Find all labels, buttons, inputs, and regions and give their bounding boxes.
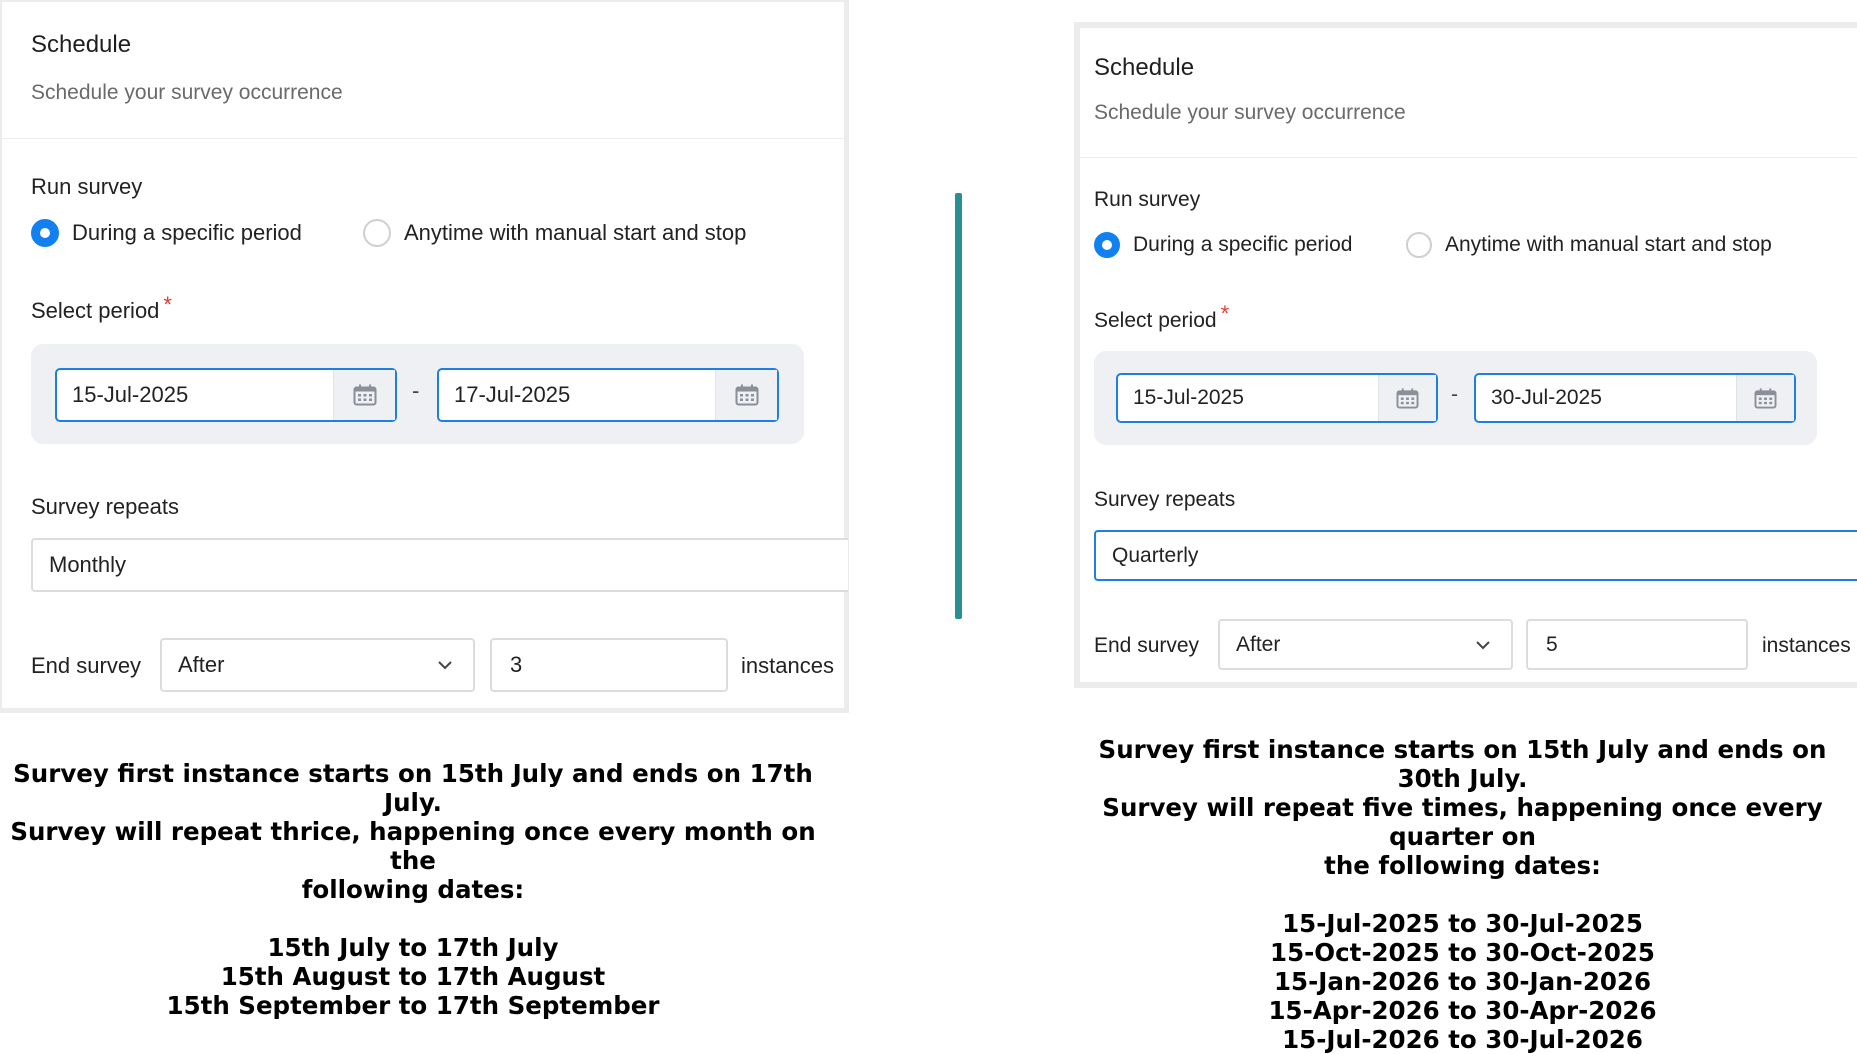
calendar-icon[interactable] (333, 370, 395, 420)
caption-line: Survey will repeat five times, happening once every quarter on (1102, 793, 1823, 851)
schedule-panel-monthly (0, 0, 849, 713)
radio-manual-start-stop[interactable] (1406, 232, 1772, 258)
end-date-value: 17-Jul-2025 (454, 382, 571, 407)
radio-manual-label: Anytime with manual start and stop (404, 220, 747, 245)
select-period-label (31, 292, 172, 324)
schedule-header (2, 2, 844, 139)
caption-date-range: 15-Apr-2026 to 30-Apr-2026 (1268, 996, 1657, 1025)
radio-specific-label: During a specific period (72, 220, 302, 245)
survey-repeats-label: Survey repeats (1094, 488, 1236, 511)
caption-line: Survey first instance starts on 15th July and ends on 30th July. (1098, 735, 1827, 793)
period-picker (31, 344, 804, 444)
end-mode-dropdown[interactable] (1218, 619, 1513, 670)
calendar-icon[interactable] (1736, 375, 1794, 421)
repeat-select[interactable] (1094, 530, 1857, 581)
run-survey-label: Run survey (31, 174, 143, 199)
vertical-divider (955, 193, 962, 619)
caption-quarterly (1068, 735, 1857, 1054)
caption-date-range: 15-Oct-2025 to 30-Oct-2025 (1270, 938, 1655, 967)
radio-selected-icon (31, 219, 59, 247)
instances-input[interactable] (490, 638, 728, 692)
caption-line: following dates: (301, 875, 525, 904)
page-subtitle: Schedule your survey occurrence (1094, 101, 1406, 124)
schedule-panel-quarterly (1074, 22, 1857, 688)
calendar-icon[interactable] (1378, 375, 1436, 421)
caption-monthly (8, 759, 818, 1020)
end-mode-value: After (178, 652, 225, 677)
caption-date-range: 15-Jul-2026 to 30-Jul-2026 (1282, 1025, 1643, 1054)
instances-value: 5 (1546, 632, 1558, 656)
radio-manual-label: Anytime with manual start and stop (1445, 233, 1772, 256)
end-survey-label: End survey (31, 653, 142, 678)
caption-date-range: 15-Jan-2026 to 30-Jan-2026 (1273, 967, 1652, 996)
date-separator: - (412, 378, 420, 403)
start-date-value: 15-Jul-2025 (1133, 386, 1244, 409)
start-date-field[interactable] (55, 368, 397, 422)
instances-label: instances (1762, 634, 1851, 657)
caption-line: Survey first instance starts on 15th July and ends on 17th July. (13, 759, 813, 817)
page-title: Schedule (1094, 54, 1195, 81)
caption-date-range: 15th September to 17th September (166, 991, 660, 1020)
radio-unselected-icon (363, 219, 391, 247)
end-date-value: 30-Jul-2025 (1491, 386, 1602, 409)
repeat-select[interactable] (31, 538, 848, 592)
caption-date-range: 15-Jul-2025 to 30-Jul-2025 (1282, 909, 1643, 938)
select-period-label (1094, 301, 1230, 333)
end-date-field[interactable] (1474, 373, 1796, 423)
schedule-header (1080, 28, 1857, 158)
required-mark: * (1220, 301, 1230, 326)
radio-specific-label: During a specific period (1133, 233, 1353, 256)
calendar-icon[interactable] (715, 370, 777, 420)
repeat-value: Quarterly (1112, 543, 1199, 567)
page-subtitle: Schedule your survey occurrence (31, 81, 343, 104)
run-survey-label: Run survey (1094, 188, 1201, 211)
instances-value: 3 (510, 652, 523, 677)
instances-label: instances (741, 653, 834, 678)
end-mode-value: After (1236, 632, 1281, 656)
end-survey-label: End survey (1094, 634, 1200, 657)
required-mark: * (163, 292, 172, 317)
radio-selected-icon (1094, 232, 1120, 258)
date-separator: - (1451, 383, 1458, 406)
caption-date-range: 15th August to 17th August (220, 962, 606, 991)
survey-repeats-label: Survey repeats (31, 494, 179, 519)
radio-specific-period[interactable] (1094, 232, 1352, 258)
select-period-text: Select period (31, 298, 160, 323)
caption-line: Survey will repeat thrice, happening once every month on the (10, 817, 816, 875)
start-date-field[interactable] (1116, 373, 1438, 423)
start-date-value: 15-Jul-2025 (72, 382, 189, 407)
radio-manual-start-stop[interactable] (363, 219, 746, 247)
caption-date-range: 15th July to 17th July (267, 933, 559, 962)
period-picker (1094, 351, 1817, 445)
chevron-down-icon (1475, 639, 1491, 651)
instances-input[interactable] (1526, 619, 1748, 670)
caption-line: the following dates: (1324, 851, 1601, 880)
end-date-field[interactable] (437, 368, 779, 422)
radio-specific-period[interactable] (31, 219, 302, 247)
chevron-down-icon (437, 659, 453, 671)
page-title: Schedule (31, 31, 132, 58)
radio-unselected-icon (1406, 232, 1432, 258)
select-period-text: Select period (1094, 309, 1217, 332)
repeat-value: Monthly (49, 552, 127, 577)
end-mode-dropdown[interactable] (160, 638, 475, 692)
